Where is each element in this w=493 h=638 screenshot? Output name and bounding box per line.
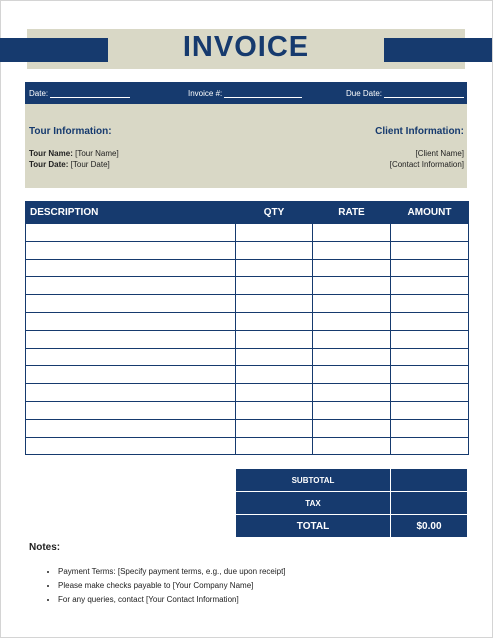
tax-label: TAX — [236, 492, 391, 515]
tour-name-label: Tour Name: — [29, 149, 73, 158]
subtotal-label: SUBTOTAL — [236, 469, 391, 492]
note-item: • For any queries, contact [Your Contact Information] — [58, 594, 286, 608]
cell-description[interactable] — [26, 366, 236, 384]
total-value[interactable]: $0.00 — [391, 515, 468, 538]
cell-qty[interactable] — [236, 224, 313, 242]
cell-qty[interactable] — [236, 366, 313, 384]
cell-amount[interactable] — [391, 348, 469, 366]
column-header-rate: RATE — [313, 202, 391, 224]
cell-amount[interactable] — [391, 277, 469, 295]
cell-rate[interactable] — [313, 348, 391, 366]
note-item: • Please make checks payable to [Your Company Name] — [58, 580, 286, 594]
tour-date-line — [29, 160, 110, 169]
cell-qty[interactable] — [236, 401, 313, 419]
cell-rate[interactable] — [313, 437, 391, 455]
cell-rate[interactable] — [313, 384, 391, 402]
cell-description[interactable] — [26, 295, 236, 313]
cell-rate[interactable] — [313, 401, 391, 419]
cell-qty[interactable] — [236, 348, 313, 366]
cell-rate[interactable] — [313, 330, 391, 348]
due-date-label: Due Date: — [346, 89, 383, 98]
column-header-qty: QTY — [236, 202, 313, 224]
table-row — [26, 419, 469, 437]
table-body — [26, 224, 469, 455]
note-item: • Payment Terms: [Specify payment terms, e.g., due upon receipt] — [58, 566, 286, 580]
client-name-value[interactable]: [Client Name] — [415, 149, 464, 158]
table-row — [26, 384, 469, 402]
invoice-number-label: Invoice #: — [188, 89, 223, 98]
tour-name-line — [29, 149, 119, 158]
client-contact-value[interactable]: [Contact Information] — [389, 160, 464, 169]
cell-rate[interactable] — [313, 241, 391, 259]
cell-amount[interactable] — [391, 366, 469, 384]
tour-name-value[interactable]: [Tour Name] — [75, 149, 119, 158]
cell-description[interactable] — [26, 401, 236, 419]
column-header-description: DESCRIPTION — [26, 202, 236, 224]
cell-amount[interactable] — [391, 224, 469, 242]
tour-date-value[interactable]: [Tour Date] — [70, 160, 110, 169]
invoice-info-bar — [25, 82, 467, 104]
line-items-table — [25, 201, 469, 455]
tour-info-heading: Tour Information: — [29, 126, 112, 137]
tour-date-label: Tour Date: — [29, 160, 69, 169]
column-header-amount: AMOUNT — [391, 202, 469, 224]
cell-amount[interactable] — [391, 295, 469, 313]
table-row — [26, 366, 469, 384]
due-date-input-line[interactable] — [384, 89, 464, 98]
cell-description[interactable] — [26, 224, 236, 242]
client-info-heading: Client Information: — [375, 126, 464, 137]
date-label: Date: — [29, 89, 49, 98]
cell-description[interactable] — [26, 312, 236, 330]
cell-rate[interactable] — [313, 259, 391, 277]
cell-amount[interactable] — [391, 259, 469, 277]
cell-amount[interactable] — [391, 330, 469, 348]
totals-table — [235, 468, 468, 538]
cell-qty[interactable] — [236, 437, 313, 455]
date-input-line[interactable] — [50, 89, 130, 98]
cell-rate[interactable] — [313, 277, 391, 295]
cell-description[interactable] — [26, 330, 236, 348]
subtotal-value[interactable] — [391, 469, 468, 492]
cell-rate[interactable] — [313, 295, 391, 313]
cell-qty[interactable] — [236, 330, 313, 348]
notes-list — [28, 566, 286, 608]
table-row — [26, 295, 469, 313]
info-panel — [25, 104, 467, 188]
cell-qty[interactable] — [236, 312, 313, 330]
table-row — [26, 277, 469, 295]
cell-amount[interactable] — [391, 437, 469, 455]
cell-qty[interactable] — [236, 384, 313, 402]
cell-description[interactable] — [26, 419, 236, 437]
table-row — [26, 241, 469, 259]
cell-qty[interactable] — [236, 259, 313, 277]
cell-qty[interactable] — [236, 241, 313, 259]
cell-description[interactable] — [26, 437, 236, 455]
total-label: TOTAL — [236, 515, 391, 538]
cell-description[interactable] — [26, 384, 236, 402]
cell-description[interactable] — [26, 348, 236, 366]
cell-rate[interactable] — [313, 224, 391, 242]
cell-description[interactable] — [26, 241, 236, 259]
cell-amount[interactable] — [391, 241, 469, 259]
cell-rate[interactable] — [313, 312, 391, 330]
table-row — [26, 224, 469, 242]
cell-qty[interactable] — [236, 277, 313, 295]
cell-amount[interactable] — [391, 401, 469, 419]
cell-qty[interactable] — [236, 419, 313, 437]
notes-title: Notes: — [29, 542, 61, 553]
table-header-row — [26, 202, 469, 224]
cell-amount[interactable] — [391, 384, 469, 402]
table-row — [26, 437, 469, 455]
cell-description[interactable] — [26, 259, 236, 277]
table-row — [26, 330, 469, 348]
date-field[interactable] — [29, 89, 130, 98]
tax-value[interactable] — [391, 492, 468, 515]
table-row — [26, 348, 469, 366]
table-row — [26, 259, 469, 277]
cell-rate[interactable] — [313, 366, 391, 384]
cell-qty[interactable] — [236, 295, 313, 313]
table-row — [26, 401, 469, 419]
tax-row — [236, 492, 468, 515]
total-row — [236, 515, 468, 538]
subtotal-row — [236, 469, 468, 492]
cell-rate[interactable] — [313, 419, 391, 437]
cell-amount[interactable] — [391, 312, 469, 330]
cell-description[interactable] — [26, 277, 236, 295]
invoice-title: INVOICE — [182, 31, 310, 63]
due-date-field[interactable] — [346, 89, 464, 98]
table-row — [26, 312, 469, 330]
invoice-number-input-line[interactable] — [224, 89, 302, 98]
cell-amount[interactable] — [391, 419, 469, 437]
invoice-number-field[interactable] — [188, 89, 302, 98]
